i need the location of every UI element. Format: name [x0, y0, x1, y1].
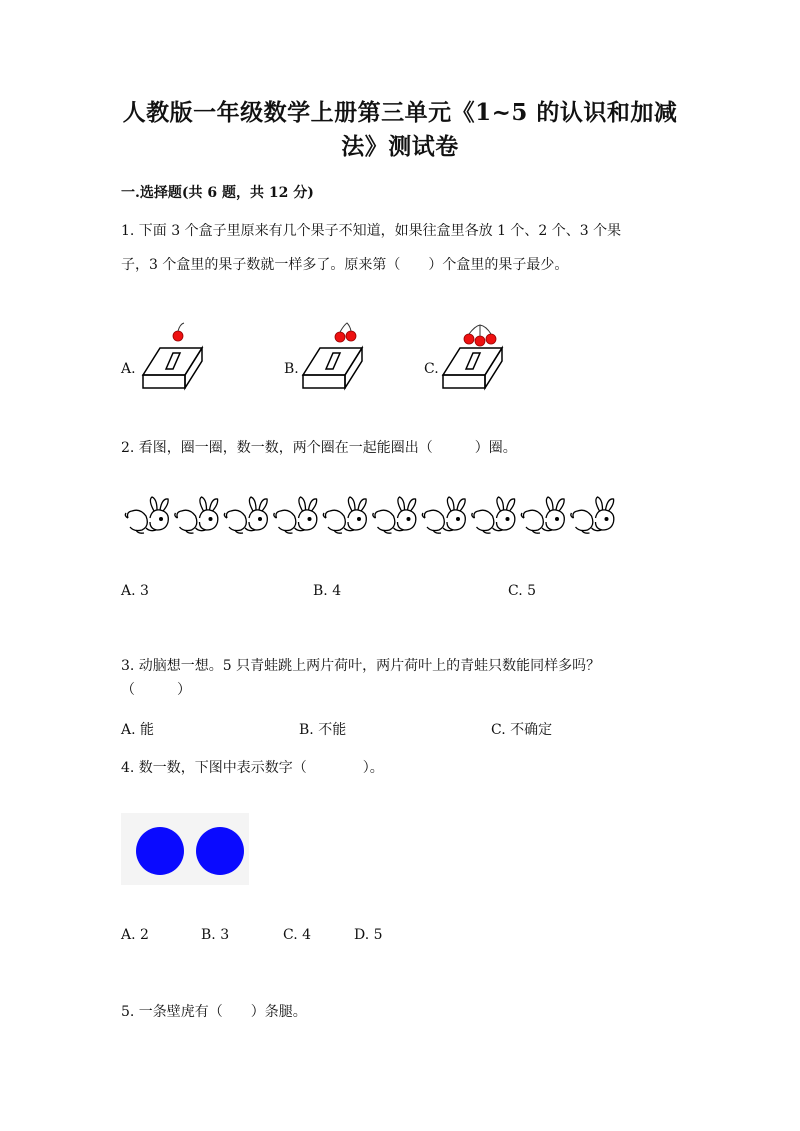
- q1-option-b-label: B.: [284, 361, 299, 377]
- q2-option-b: B. 4: [313, 583, 342, 599]
- rabbit-icon: [571, 497, 614, 533]
- rabbit-icon: [373, 497, 416, 533]
- rabbit-row-image: [124, 494, 624, 542]
- two-circles-image: [121, 813, 249, 885]
- rabbit-icon: [521, 497, 564, 533]
- question-1-text: [121, 214, 621, 282]
- q3-option-a: A. 能: [121, 722, 155, 738]
- q2-option-a: A. 3: [121, 583, 149, 599]
- rabbit-icon: [274, 497, 317, 533]
- question-4-text: 4. 数一数，下图中表示数字（ ）。: [121, 760, 384, 776]
- question-3-line-1: 3. 动脑想一想。5 只青蛙跳上两片荷叶，两片荷叶上的青蛙只数能同样多吗？: [121, 658, 601, 674]
- q4-option-d: D. 5: [354, 927, 383, 943]
- q4-option-b: B. 3: [201, 927, 230, 943]
- box-with-one-cherry-image: [140, 320, 210, 390]
- q4-option-a: A. 2: [121, 927, 149, 943]
- rabbit-icon: [323, 497, 366, 533]
- question-3-text: [121, 654, 600, 702]
- blue-circle: [196, 827, 244, 875]
- document-title: [100, 96, 700, 164]
- title-line-1: 人教版一年级数学上册第三单元《1~5 的认识和加减: [122, 99, 678, 126]
- question-5-text: 5. 一条壁虎有（ ）条腿。: [121, 1004, 307, 1020]
- section-heading: 一.选择题(共 6 题，共 12 分): [121, 185, 314, 201]
- rabbit-icon: [175, 497, 218, 533]
- q1-option-c-label: C.: [424, 361, 439, 377]
- box-with-three-cherries-image: [440, 320, 510, 390]
- q1-option-a-label: A.: [121, 361, 136, 377]
- question-1-line-1: 1. 下面 3 个盒子里原来有几个果子不知道，如果往盒里各放 1 个、2 个、3 个果: [121, 223, 622, 239]
- q3-option-c: C. 不确定: [491, 722, 553, 738]
- rabbit-icon: [422, 497, 465, 533]
- rabbit-icon: [224, 497, 267, 533]
- title-line-2: 法》测试卷: [341, 133, 459, 160]
- q3-option-b: B. 不能: [299, 722, 347, 738]
- question-1-line-2: 子，3 个盒里的果子数就一样多了。原来第（ ）个盒里的果子最少。: [121, 257, 569, 273]
- question-3-line-2: （ ）: [121, 682, 191, 698]
- q4-option-c: C. 4: [283, 927, 312, 943]
- box-with-two-cherries-image: [300, 320, 370, 390]
- q2-option-c: C. 5: [508, 583, 537, 599]
- blue-circle: [136, 827, 184, 875]
- rabbit-icon: [125, 497, 168, 533]
- rabbit-icon: [472, 497, 515, 533]
- question-2-text: 2. 看图，圈一圈，数一数，两个圈在一起能圈出（ ）圈。: [121, 440, 517, 456]
